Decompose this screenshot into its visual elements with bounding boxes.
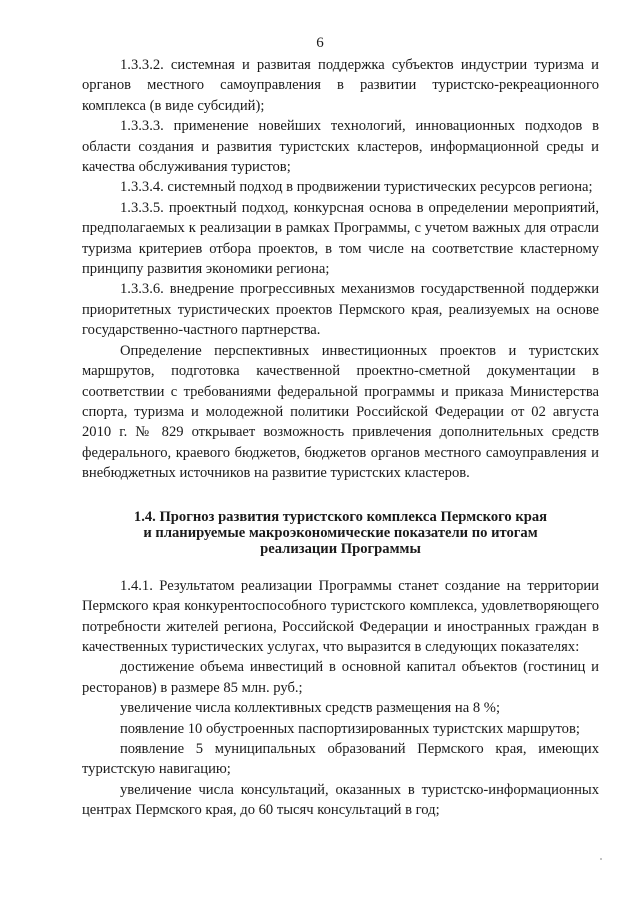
page-number: 6	[316, 35, 324, 51]
indicator-investment: достижение объема инвестиций в основной капитал объектов (гостиниц и ресторанов) в размере 85 млн. руб.;	[82, 659, 599, 696]
paragraph-1-3-3-5: 1.3.3.5. проектный подход, конкурсная основа в определении мероприятий, предполагаемых к реализации в рамках Программы, с учетом важных для отрасли туризма критериев отбора проектов, в том числе на соответствие кластерному принципу развития экономики региона;	[82, 199, 599, 278]
section-heading-line-3: реализации Программы	[260, 541, 421, 558]
paragraph-investment-projects: Определение перспективных инвестиционных проектов и туристских маршрутов, подготовка качественной проектно-сметной документации в соответствии с требованиями федеральной программы и приказа Министерства спорта, туризма и молодежной политики Российской Федерации от 02 августа 2010 г. № 829 открывает возможность привлечения дополнительных средств федерального, краевого бюджетов, бюджетов органов местного самоуправления и внебюджетных источников на развитие туристских кластеров.	[82, 342, 599, 482]
indicator-accommodation: увеличение числа коллективных средств размещения на 8 %;	[120, 700, 501, 717]
section-heading-line-1: 1.4. Прогноз развития туристского комплекса Пермского края	[133, 508, 548, 525]
indicator-consultations: увеличение числа консультаций, оказанных в туристско-информационных центрах Пермского края, до 60 тысяч консультаций в год;	[82, 781, 599, 819]
paragraph-1-3-3-3: 1.3.3.3. применение новейших технологий, инновационных подходов в области создания и развития туристских кластеров, информационной среды и качества обслуживания туристов;	[82, 118, 599, 176]
scan-speck	[600, 858, 602, 860]
paragraph-1-3-3-2: 1.3.3.2. системная и развитая поддержка субъектов индустрии туризма и органов местного самоуправления в развитии туристско-рекреационного комплекса (в виде субсидий);	[82, 57, 599, 114]
section-heading-1-4	[82, 509, 599, 558]
indicator-navigation: появление 5 муниципальных образований Пермского края, имеющих туристскую навигацию;	[82, 741, 599, 778]
document-body	[82, 55, 599, 821]
paragraph-1-3-3-4: 1.3.3.4. системный подход в продвижении туристических ресурсов региона;	[120, 179, 593, 196]
indicator-routes: появление 10 обустроенных паспортизированных туристских маршрутов;	[120, 720, 580, 737]
paragraph-1-4-1: 1.4.1. Результатом реализации Программы станет создание на территории Пермского края конкурентоспособного туристского комплекса, удовлетворяющего потребности жителей региона, Российской Федерации и иностранных граждан в качественных туристических услугах, что выразится в следующих показателях:	[82, 577, 599, 655]
paragraph-1-3-3-6: 1.3.3.6. внедрение прогрессивных механизмов государственной поддержки приоритетных туристических проектов Пермского края, реализуемых на основе государственно-частного партнерства.	[82, 281, 599, 339]
section-heading-line-2: и планируемые макроэкономические показатели по итогам	[143, 524, 538, 541]
